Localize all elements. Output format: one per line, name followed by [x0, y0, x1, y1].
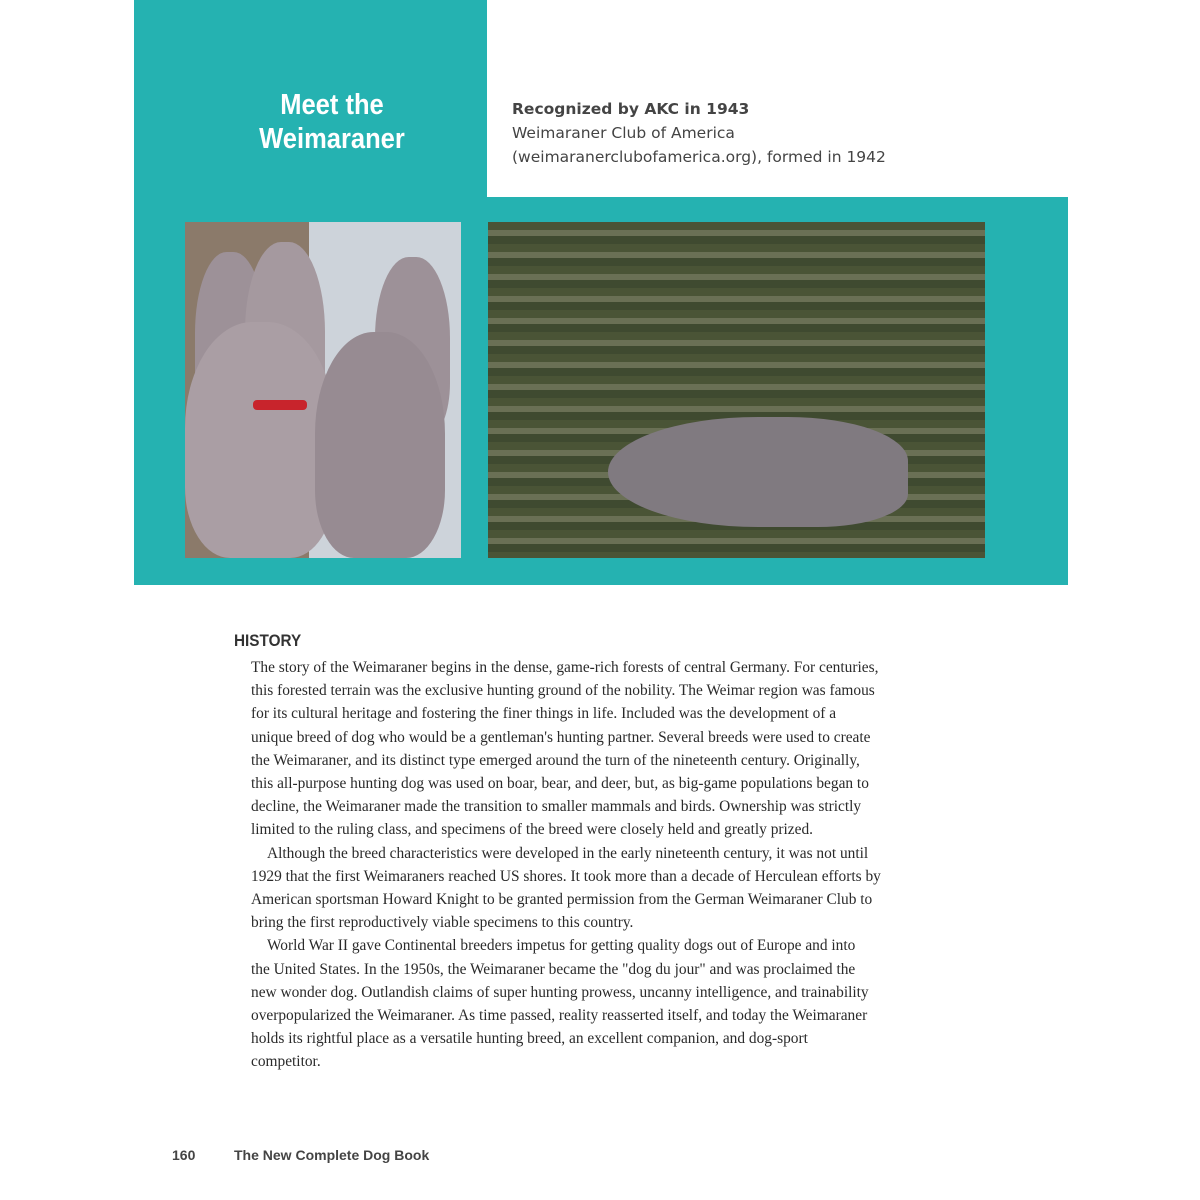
paragraph-line: World War II gave Continental breeders impetus for getting quality dogs out of Europe and into: [267, 937, 856, 955]
title-line: Weimaraner: [259, 123, 405, 155]
akc-recognition: Recognized by AKC in 1943: [512, 100, 750, 118]
paragraph-line: bring the first reproductively viable specimens to this country.: [251, 914, 634, 932]
paragraph-line: this forested terrain was the exclusive hunting ground of the nobility. The Weimar region was famous: [251, 682, 875, 700]
breed-info: [512, 97, 886, 169]
paragraph-line: decline, the Weimaraner made the transition to smaller mammals and birds. Ownership was strictly: [251, 798, 862, 816]
section-heading: HISTORY: [234, 631, 302, 650]
page-number: 160: [172, 1147, 196, 1163]
puppies-photo: [185, 222, 461, 558]
paragraph-line: this all-purpose hunting dog was used on boar, bear, and deer, but, as big-game populations began to: [251, 775, 869, 793]
breed-club-detail: (weimaranerclubofamerica.org), formed in 1942: [512, 148, 886, 166]
book-title: The New Complete Dog Book: [234, 1147, 430, 1163]
paragraph-line: 1929 that the first Weimaraners reached US shores. It took more than a decade of Herculean efforts by: [251, 867, 881, 885]
paragraph-line: competitor.: [251, 1053, 321, 1071]
paragraph-line: limited to the ruling class, and specimens of the breed were closely held and greatly prized.: [251, 821, 813, 839]
swimming-dog-photo: [488, 222, 985, 558]
title-line: Meet the: [280, 89, 384, 121]
paragraph-line: overpopularized the Weimaraner. As time passed, reality reasserted itself, and today the Weimaraner: [251, 1007, 868, 1025]
history-text: [251, 656, 951, 1074]
paragraph-line: American sportsman Howard Knight to be granted permission from the German Weimaraner Club to: [251, 891, 873, 909]
paragraph-line: Although the breed characteristics were developed in the early nineteenth century, it was not until: [267, 844, 869, 862]
page-title: [158, 88, 506, 156]
paragraph-line: the United States. In the 1950s, the Weimaraner became the "dog du jour" and was proclaimed the: [251, 960, 856, 978]
paragraph-line: the Weimaraner, and its distinct type emerged around the turn of the nineteenth century. Originally,: [251, 751, 860, 769]
breed-club: Weimaraner Club of America: [512, 124, 735, 142]
paragraph-line: holds its rightful place as a versatile hunting breed, an excellent companion, and dog-sport: [251, 1030, 808, 1048]
paragraph-line: new wonder dog. Outlandish claims of super hunting prowess, uncanny intelligence, and trainability: [251, 983, 869, 1001]
paragraph-line: The story of the Weimaraner begins in the dense, game-rich forests of central Germany. For centuries,: [251, 659, 879, 676]
paragraph-line: for its cultural heritage and fostering the finer things in life. Included was the development of a: [251, 705, 837, 723]
paragraph-line: unique breed of dog who would be a gentleman's hunting partner. Several breeds were used to create: [251, 728, 871, 746]
